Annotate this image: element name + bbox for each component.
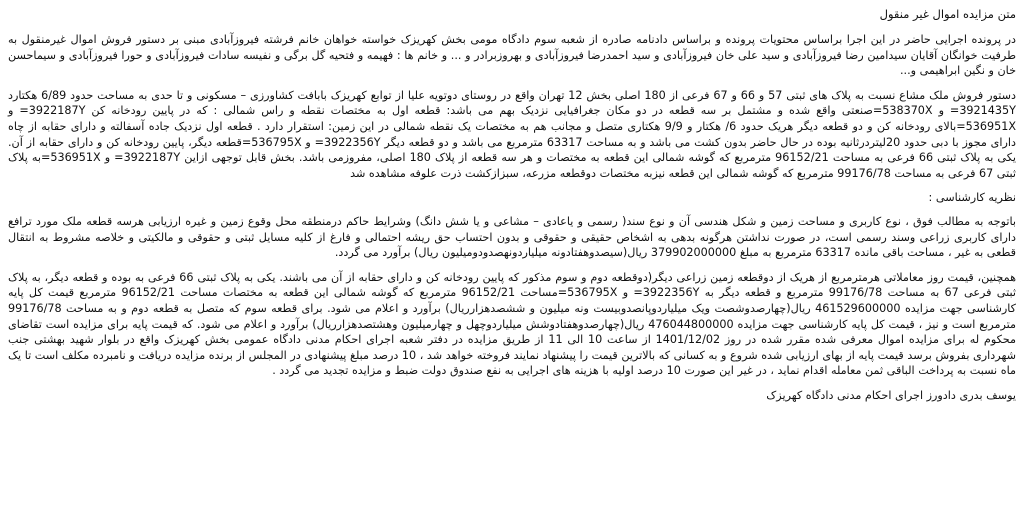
signature-line: یوسف بدری دادورز اجرای احکام مدنی دادگاه کهریزک bbox=[766, 388, 1016, 402]
expert-opinion-paragraph: باتوجه به مطالب فوق ، نوع کاربری و مساحت زمین و شکل هندسی آن و نوع سند( رسمی و یاعادی – مشاعی و یا شش دانگ) وشرایط حاکم درمنطقه محل وقوع زمین و غیره ارزیابی هرسه قطعه ملک مورد ترافع دارای کاربری زراعی وسند رسمی است، در صورت نداشتن هرگونه بدهی به اشخاص حقیقی و حقوقی و بدون احتساب حق ریشه احتمالی و فارغ از کلیه مسایل ثبتی و حقوقی و مالکیتی و خلاصه مشروط به انتقال قطعی به غیر ، مساحت باقی مانده 63317 مترمربع به مبلغ 379902000000 ریال(سیصدوهفتادونه میلیاردونهصدودومیلیون ریال) برآورد می گردد. bbox=[8, 214, 1016, 260]
property-description-paragraph: دستور فروش ملک مشاع نسبت به پلاک های ثبتی 57 و 66 و 67 فرعی از 180 اصلی بخش 12 تهران واقع در روستای دوتویه علیا از توابع کهریزک بابافت کشاورزی – مسکونی و تا حدی به مساحت حدود 6/89 هکتارد 3921435Y= و 538370X=صنعتی واقع شده و مشتمل بر سه قطعه در دو مکان جغرافیایی نزدیک بهم می باشد: قطعه اول به مختصات نقطه و راس شمالی : که در پایین رودخانه کن 3922187Y= و 536951X=بالای رودخانه کن و دو قطعه دیگر هریک حدود 6/ هکتار و 9/9 هکتاری متصل و مجانب هم به مختصات یک نقطه شمالی در این زمین: استقرار دارد . قطعه اول نزدیک جاده آسفالته و دارای حقابه از چاه دارای مجوز با دبی حدود 20لیتردرثانیه بوده در حال حاضر بدون کشت می باشد و به مساحت 63317 مترمربع می باشد و دو قطعه دیگر 3922356Y= و 536795X=قطعه دیگر، پایین رودخانه کن و دارای حقابه از آن. یکی به پلاک ثبتی 66 فرعی به مساحت 96152/21 مترمربع که گوشه شمالی این قطعه به مختصات و هر سه قطعه از پلاک 180 اصلی، مفروزمی باشد. بخش قابل توجهی ازاین 3922187Y= و 536951X=به پلاک ثبتی 67 فرعی به مساحت 99176/78 مترمربع که گوشه شمالی این قطعه نیزبه مختصات دوقطعه مزرعه، سبزازکشت ذرت علوفه مشاهده شد bbox=[8, 88, 1017, 180]
document-title: متن مزایده اموال غیر منقول bbox=[879, 7, 1016, 21]
expert-opinion-heading: نظریه کارشناسی : bbox=[928, 191, 1016, 205]
auction-terms-paragraph: همچنین، قیمت روز معاملاتی هرمترمربع از هریک از دوقطعه زمین زراعی دیگر(دوقطعه دوم و سوم مذکور که پایین رودخانه کن و دارای حقابه از آن می باشند. یکی به پلاک ثبتی 66 فرعی به بوده و قطعه دیگر، به پلاک ثبتی فرعی 67 به مساحت 99176/78 مترمربع و قطعه دیگر به 3922356Y= و 536795X=مساحت 96152/21 مترمربع که گوشه شمالی این قطعه به مختصات مساحت 96152/21 مترمربع قیمت کل پایه کارشناسی جهت مزایده 461529600000 ریال(چهارصدوشصت ویک میلیاردوپانصدوبیست ونه میلیون و ششصدهزارریال) برآورد و اعلام می شود. برای قطعه سوم که متصل به قطعه دوم و به مساحت 99176/78 مترمربع است و نیز ، قیمت کل پایه کارشناسی جهت مزایده 476044800000 ریال(چهارصدوهفتادوشش میلیاردوچهل و چهارمیلیون وهشتصدهزارریال) برآورد و اعلام می شود. که قیمت پایه برای مزایده است تقاضای محکوم له برای مزایده اموال معرفی شده مقرر شده در روز 1401/12/02 از ساعت 10 الی 11 از طریق مزایده در دفتر شعبه اجرای احکام مدنی دادگاه عمومی بخش کهریزک واقع در بلوار شهید بهشتی جنب شهرداری بفروش برسد قیمت پایه از بهای ارزیابی شده شروع و به کسانی که بالاترین قیمت را پیشنهاد نمایند فروخته خواهد شد ، 10 درصد مبلغ پیشنهادی در المجلس از برنده مزایده دریافت و نامبرده مکلف است تا یک ماه نسبت به پرداخت الباقی ثمن معامله اقدام نماید ، در غیر این صورت 10 درصد اولیه با هزینه های اجرایی به نفع صندوق دولت ضبط و مزایده تجدید می گردد . bbox=[8, 270, 1017, 378]
case-paragraph: در پرونده اجرایی حاضر در این اجرا براساس محتویات پرونده و براساس دادنامه صادره از شعبه سوم دادگاه مومی بخش کهریزک خواسته خواهان خانم فرشته فیروزآبادی مبنی بر دستور فروش اموال غیرمنقول به طرفیت خوانگان آقایان سیدامین رضا فیروزآبادی و سید علی خان فیروزآبادی و سید احمدرضا فیروزآبادی و بهروزبرادر و ... و خانم ها : فهیمه و فتحیه گل برگی و نفیسه سادات فیروزآبادی و حورا فیروزآبادی و سیماحسن خان و نگین ابراهیمی و... bbox=[8, 33, 1016, 78]
